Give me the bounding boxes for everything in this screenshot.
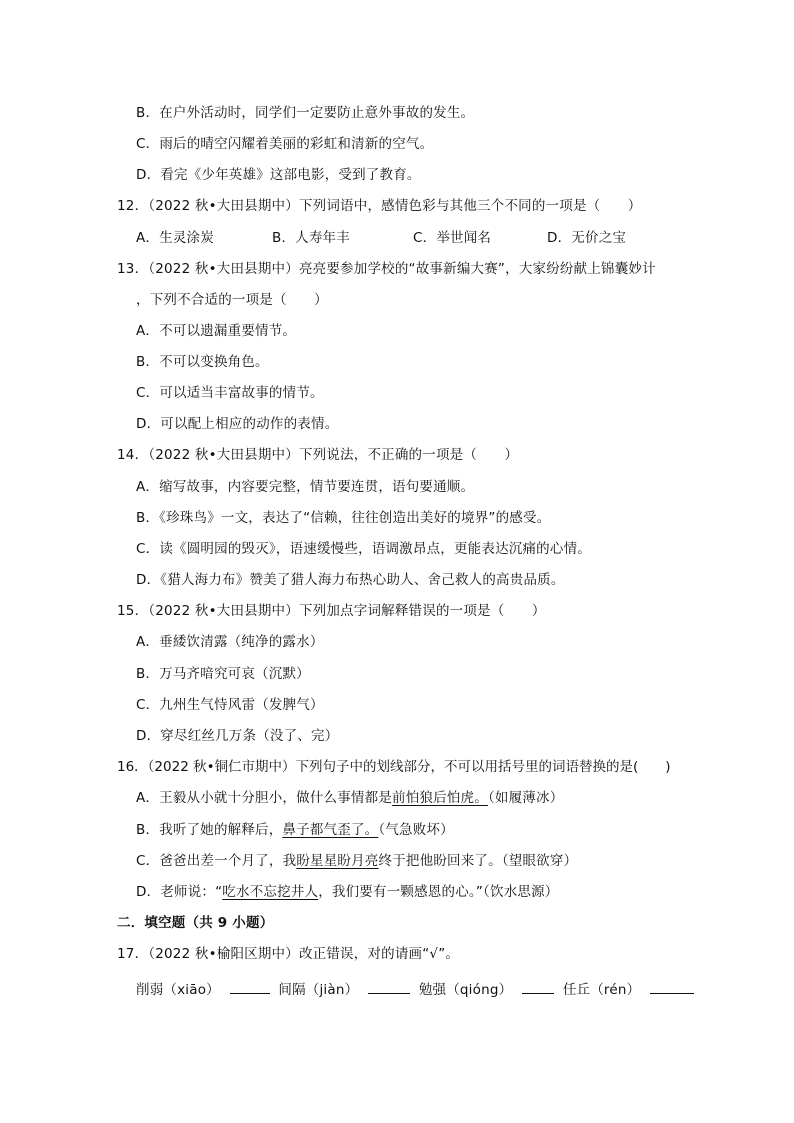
q17-item-3: 勉强（qióng） <box>418 982 513 998</box>
q17-item-4: 任丘（rén） <box>562 982 641 998</box>
q17-item-2: 间隔（jiàn） <box>278 982 359 998</box>
q11-option-c: C．雨后的晴空闪耀着美丽的彩虹和清新的空气。 <box>136 136 434 152</box>
q16-a-text: A．王毅从小就十分胆小，做什么事情都是 <box>136 790 393 806</box>
q13-stem-cont: ，下列不合适的一项是（ ） <box>136 292 328 308</box>
q13-option-c: C．可以适当丰富故事的情节。 <box>136 385 324 401</box>
q13-option-d: D．可以配上相应的动作的表情。 <box>136 416 339 432</box>
q11-option-b: B．在户外活动时，同学们一定要防止意外事故的发生。 <box>136 105 475 121</box>
q14-option-c: C．读《圆明园的毁灭》，语速缓慢些，语调激昂点，更能表达沉痛的心情。 <box>136 541 591 557</box>
q16-option-c <box>136 852 577 870</box>
q15-option-c: C．九州生气恃风雷（发脾气） <box>136 697 324 713</box>
q16-b-underlined: 鼻子都气歪了。 <box>282 822 379 838</box>
q17-blank-3[interactable] <box>522 979 554 994</box>
q16-option-b <box>136 821 454 839</box>
q17-blank-4[interactable] <box>650 979 694 994</box>
q17-blank-1[interactable] <box>230 979 270 994</box>
q14-option-a: A．缩写故事，内容要完整，情节要连贯，语句要通顺。 <box>136 479 475 495</box>
q16-a-underlined: 前怕狼后怕虎。 <box>392 790 488 806</box>
q17-blank-2[interactable] <box>368 979 410 994</box>
q17-item-1: 削弱（xiāo） <box>136 982 220 998</box>
q12-options <box>136 229 626 247</box>
q16-option-a <box>136 789 563 807</box>
q16-stem: 16．（2022 秋•铜仁市期中）下列句子中的划线部分，不可以用括号里的词语替换的是( ) <box>117 759 671 775</box>
q12-option-d: D．无价之宝 <box>547 230 627 246</box>
q17-items <box>136 979 698 999</box>
q16-d-underlined: 吃水不忘挖井人 <box>222 884 319 900</box>
q16-b-text: B．我听了她的解释后， <box>136 822 283 838</box>
q13-stem: 13．（2022 秋•大田县期中）亮亮要参加学校的“故事新编大赛”，大家纷纷献上锦囊妙计 <box>117 261 656 277</box>
q16-d-text: D．老师说：“ <box>136 884 223 900</box>
q14-stem: 14．（2022 秋•大田县期中）下列说法，不正确的一项是（ ） <box>117 447 519 463</box>
q15-stem: 15．（2022 秋•大田县期中）下列加点字词解释错误的一项是（ ） <box>117 603 546 619</box>
q16-c-underlined: 盼星星盼月亮 <box>296 853 379 869</box>
q16-c-text: C．爸爸出差一个月了，我 <box>136 853 297 869</box>
q14-option-b: B．《珍珠鸟》一文，表达了“信赖，往往创造出美好的境界”的感受。 <box>136 510 551 526</box>
q12-option-b: B．人寿年丰 <box>272 230 350 246</box>
q11-option-d: D．看完《少年英雄》这部电影，受到了教育。 <box>136 167 421 183</box>
q15-option-b: B．万马齐喑究可哀（沉默） <box>136 666 310 682</box>
q16-b-replacement: （气急败坏） <box>378 822 454 838</box>
q15-option-a: A．垂緌饮清露（纯净的露水） <box>136 634 324 650</box>
q12-stem: 12．（2022 秋•大田县期中）下列词语中，感情色彩与其他三个不同的一项是（ ） <box>117 198 642 214</box>
q17-stem: 17．（2022 秋•榆阳区期中）改正错误，对的请画“√”。 <box>117 946 460 962</box>
q12-option-c: C．举世闻名 <box>413 230 492 246</box>
section-2-title: 二．填空题（共 9 小题） <box>117 915 274 931</box>
q16-c-replacement: 终于把他盼回来了。（望眼欲穿） <box>378 853 578 869</box>
q13-option-a: A．不可以遗漏重要情节。 <box>136 323 297 339</box>
q16-option-d <box>136 883 559 901</box>
q15-option-d: D．穿尽红丝几万条（没了、完） <box>136 728 339 744</box>
q13-option-b: B．不可以变换角色。 <box>136 354 269 370</box>
q16-d-replacement: ，我们要有一颗感恩的心。”（饮水思源） <box>318 884 559 900</box>
q16-a-replacement: （如履薄冰） <box>487 790 564 806</box>
q14-option-d: D．《猎人海力布》赞美了猎人海力布热心助人、舍己救人的高贵品质。 <box>136 572 565 588</box>
q12-option-a: A．生灵涂炭 <box>136 230 214 246</box>
